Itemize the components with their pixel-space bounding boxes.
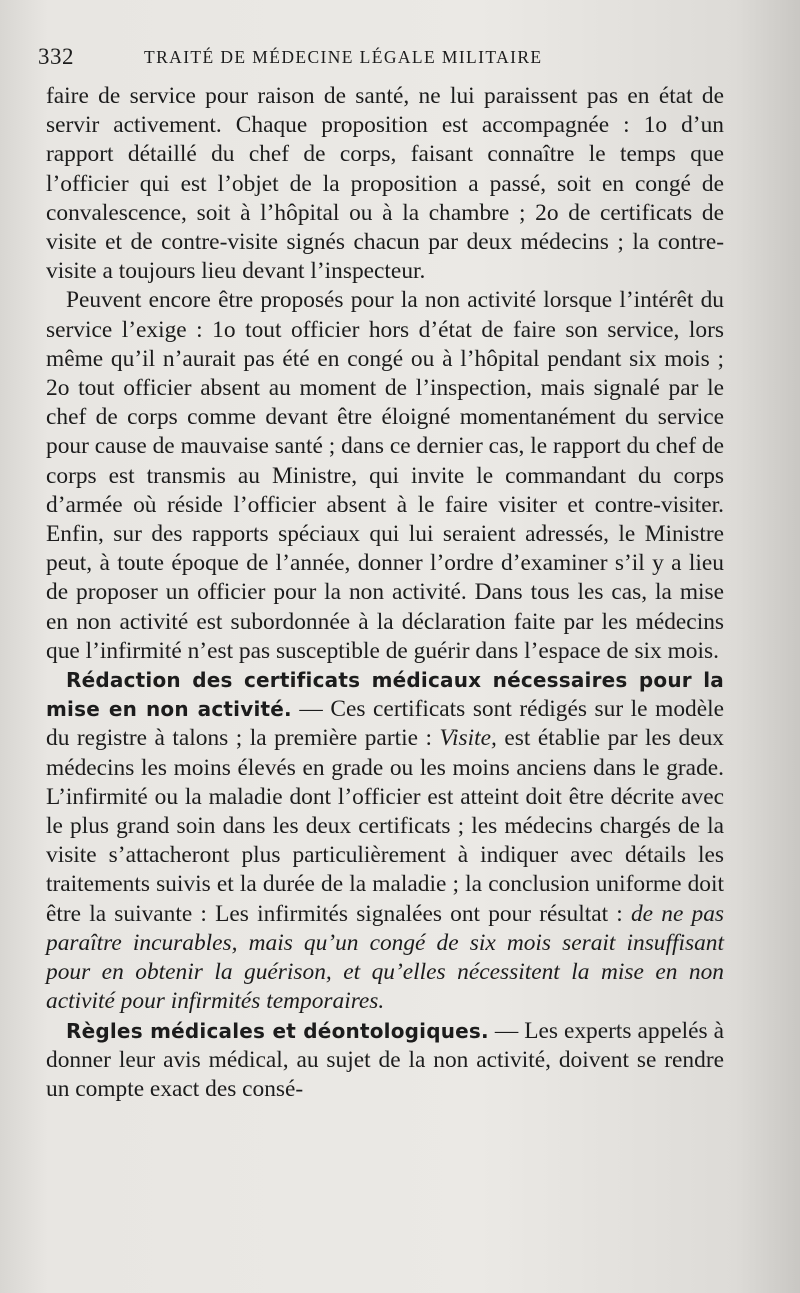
body-text (46, 82, 724, 1104)
paragraph-3 (46, 666, 724, 1016)
page-number: 332 (38, 44, 74, 69)
page-header (38, 44, 738, 74)
paragraph-4-text: — Les experts appelés à donner leur avis médical, au sujet de la non activité, doivent se rendre un compte exact des consé- (46, 1017, 725, 1102)
paragraph-3-text-b: est établie par les deux médecins les moins élevés en grade ou les moins anciens dans le grade. L’infirmité ou la maladie dont l’officier est atteint doit être décrite avec le plus grand soin dans les deux certificats ; les médecins chargés de la visite s’attacheront plus particulièrement à indiquer avec détails les traitements suivis et la durée de la maladie ; la conclusion uniforme doit être la suivante : Les infirmités signalées ont pour résultat : (46, 725, 724, 927)
running-title: TRAITÉ DE MÉDECINE LÉGALE MILITAIRE (144, 47, 543, 67)
visite-term: Visite, (439, 725, 497, 752)
section-heading-redaction: Rédaction des certificats médicaux nécessaires pour la mise en non activité. (46, 668, 724, 722)
paragraph-3-text-a: — Ces certificats sont rédigés sur le modèle du registre à talons ; la première partie : (46, 696, 724, 752)
section-heading-regles: Règles médicales et déontologiques. (66, 1018, 489, 1043)
paragraph-4 (46, 1017, 724, 1105)
conclusion-formula: de ne pas paraître incurables, mais qu’un congé de six mois serait insuffisant pour en obtenir la guérison, et qu’elles nécessitent la mise en non activité pour infirmités temporaires. (46, 900, 725, 1015)
paragraph-2: Peuvent encore être proposés pour la non activité lorsque l’intérêt du service l’exige : 1o tout officier hors d’état de faire son service, lors même qu’il n’aurait pas été en congé ou à l’hôpital pendant six mois ; 2o tout officier absent au moment de l’inspection, mais signalé par le chef de corps comme devant être éloigné momentanément du service pour cause de mauvaise santé ; dans ce dernier cas, le rapport du chef de corps est transmis au Ministre, qui invite le commandant du corps d’armée où réside l’officier absent à le faire visiter et contre-visiter. Enfin, sur des rapports spéciaux qui lui seraient adressés, le Ministre peut, à toute époque de l’année, donner l’ordre d’examiner s’il y a lieu de proposer un officier pour la non activité. Dans tous les cas, la mise en non activité est subordonnée à la déclaration faite par les médecins que l’infirmité n’est pas susceptible de guérir dans l’espace de six mois. (46, 287, 724, 664)
paragraph-1: faire de service pour raison de santé, ne lui paraissent pas en état de servir activement. Chaque proposition est accompagnée : 1o d’un rapport détaillé du chef de corps, faisant connaître le temps que l’officier qui est l’objet de la proposition a passé, soit en congé de convalescence, soit à l’hôpital ou à la chambre ; 2o de certificats de visite et de contre-visite signés chacun par deux médecins ; la contre-visite a toujours lieu devant l’inspecteur. (46, 83, 724, 285)
